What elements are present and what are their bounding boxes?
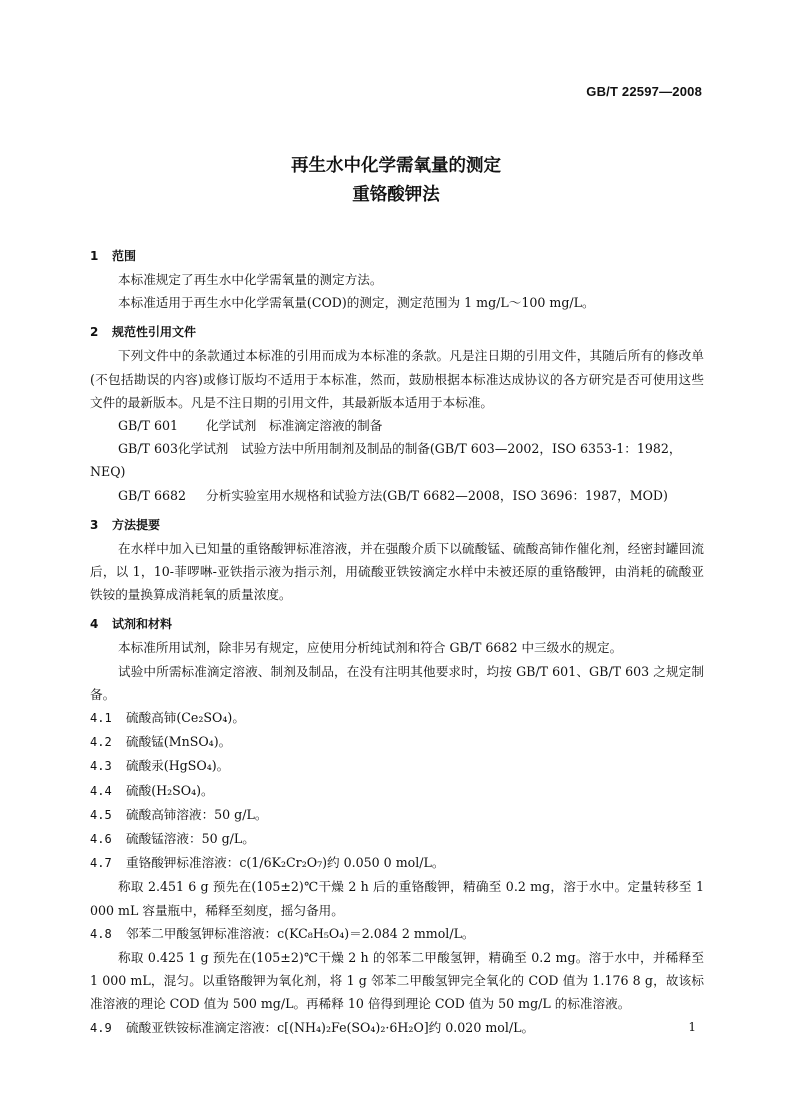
section-heading-normative-references: 2 规范性引用文件 [90, 325, 197, 340]
list-item: 4.5 硫酸高铈溶液：50 g/L。 [90, 806, 268, 822]
paragraph: 称取 2.451 6 g 预先在(105±2)℃干燥 2 h 后的重铬酸钾，精确至 0.2 mg，溶于水中。定量转移至 1 000 mL 容量瓶中，稀释至刻度，摇匀备用。 [90, 879, 704, 918]
paragraph: 下列文件中的条款通过本标准的引用而成为本标准的条款。凡是注日期的引用文件，其随后所有的修改单(不包括勘误的内容)或修订版均不适用于本标准，然而，鼓励根据本标准达成协议的各方研究是否可使用这些文件的最新版本。凡是不注日期的引用文件，其最新版本适用于本标准。 [90, 348, 704, 410]
reference-item: GB/T 601 化学试剂 标准滴定溶液的制备 [118, 418, 383, 434]
reference-item: GB/T 6682 分析实验室用水规格和试验方法(GB/T 6682—2008，ISO 3696：1987，MOD) [118, 487, 668, 503]
section-heading-method-summary: 3 方法提要 [90, 517, 161, 532]
section-heading-scope: 1 范围 [90, 249, 137, 263]
paragraph: 在水样中加入已知量的重铬酸钾标准溶液，并在强酸介质下以硫酸锰、硫酸高铈作催化剂，经密封罐回流后，以 1，10-菲啰啉-亚铁指示液为指示剂，用硫酸亚铁铵滴定水样中未被还原的重铬酸钾，由消耗的硫酸亚铁铵的量换算成消耗氧的质量浓度。 [90, 540, 704, 603]
title-line-1: 再生水中化学需氧量的测定 [291, 156, 501, 176]
document-title [0, 152, 792, 210]
paragraph: 本标准规定了再生水中化学需氧量的测定方法。 [118, 272, 383, 287]
list-item: 4.3 硫酸汞(HgSO₄)。 [90, 758, 230, 774]
list-item: 4.4 硫酸(H₂SO₄)。 [90, 782, 214, 798]
document-body [90, 244, 704, 1040]
page-number: 1 [688, 1020, 696, 1034]
title-line-2: 重铬酸钾法 [352, 185, 440, 205]
list-item: 4.9 硫酸亚铁铵标准滴定溶液：c[(NH₄)₂Fe(SO₄)₂·6H₂O]约 0.020 mol/L。 [90, 1019, 535, 1035]
section-heading-reagents: 4 试剂和材料 [90, 617, 173, 632]
paragraph: 称取 0.425 1 g 预先在(105±2)℃干燥 2 h 的邻苯二甲酸氢钾，精确至 0.2 mg。溶于水中，并稀释至 1 000 mL，混匀。以重铬酸钾为氧化剂，将 1 g 邻苯二甲酸氢钾完全氧化的 COD 值为 1.176 8 g，故该标准溶液的理论 COD 值为 500 mg/L。再稀释 10 倍得到理论 COD 值为 50 mg/L 的标准溶液。 [90, 950, 704, 1012]
list-item: 4.8 邻苯二甲酸氢钾标准溶液：c(KC₈H₅O₄)＝2.084 2 mmol/L。 [90, 925, 475, 941]
standard-code: GB/T 22597—2008 [586, 84, 702, 99]
list-item: 4.6 硫酸锰溶液：50 g/L。 [90, 831, 255, 847]
paragraph: 本标准适用于再生水中化学需氧量(COD)的测定，测定范围为 1 mg/L～100 mg/L。 [118, 295, 595, 311]
list-item: 4.7 重铬酸钾标准溶液：c(1/6K₂Cr₂O₇)约 0.050 0 mol/L。 [90, 855, 445, 871]
reference-item: GB/T 603化学试剂 试验方法中所用制剂及制品的制备(GB/T 603—2002，ISO 6353-1：1982，NEQ) [90, 441, 682, 480]
list-item: 4.1 硫酸高铈(Ce₂SO₄)。 [90, 710, 245, 726]
list-item: 4.2 硫酸锰(MnSO₄)。 [90, 734, 232, 750]
paragraph: 本标准所用试剂，除非另有规定，应使用分析纯试剂和符合 GB/T 6682 中三级水的规定。 [118, 640, 623, 656]
paragraph: 试验中所需标准滴定溶液、制剂及制品，在没有注明其他要求时，均按 GB/T 601、GB/T 603 之规定制备。 [90, 663, 704, 702]
